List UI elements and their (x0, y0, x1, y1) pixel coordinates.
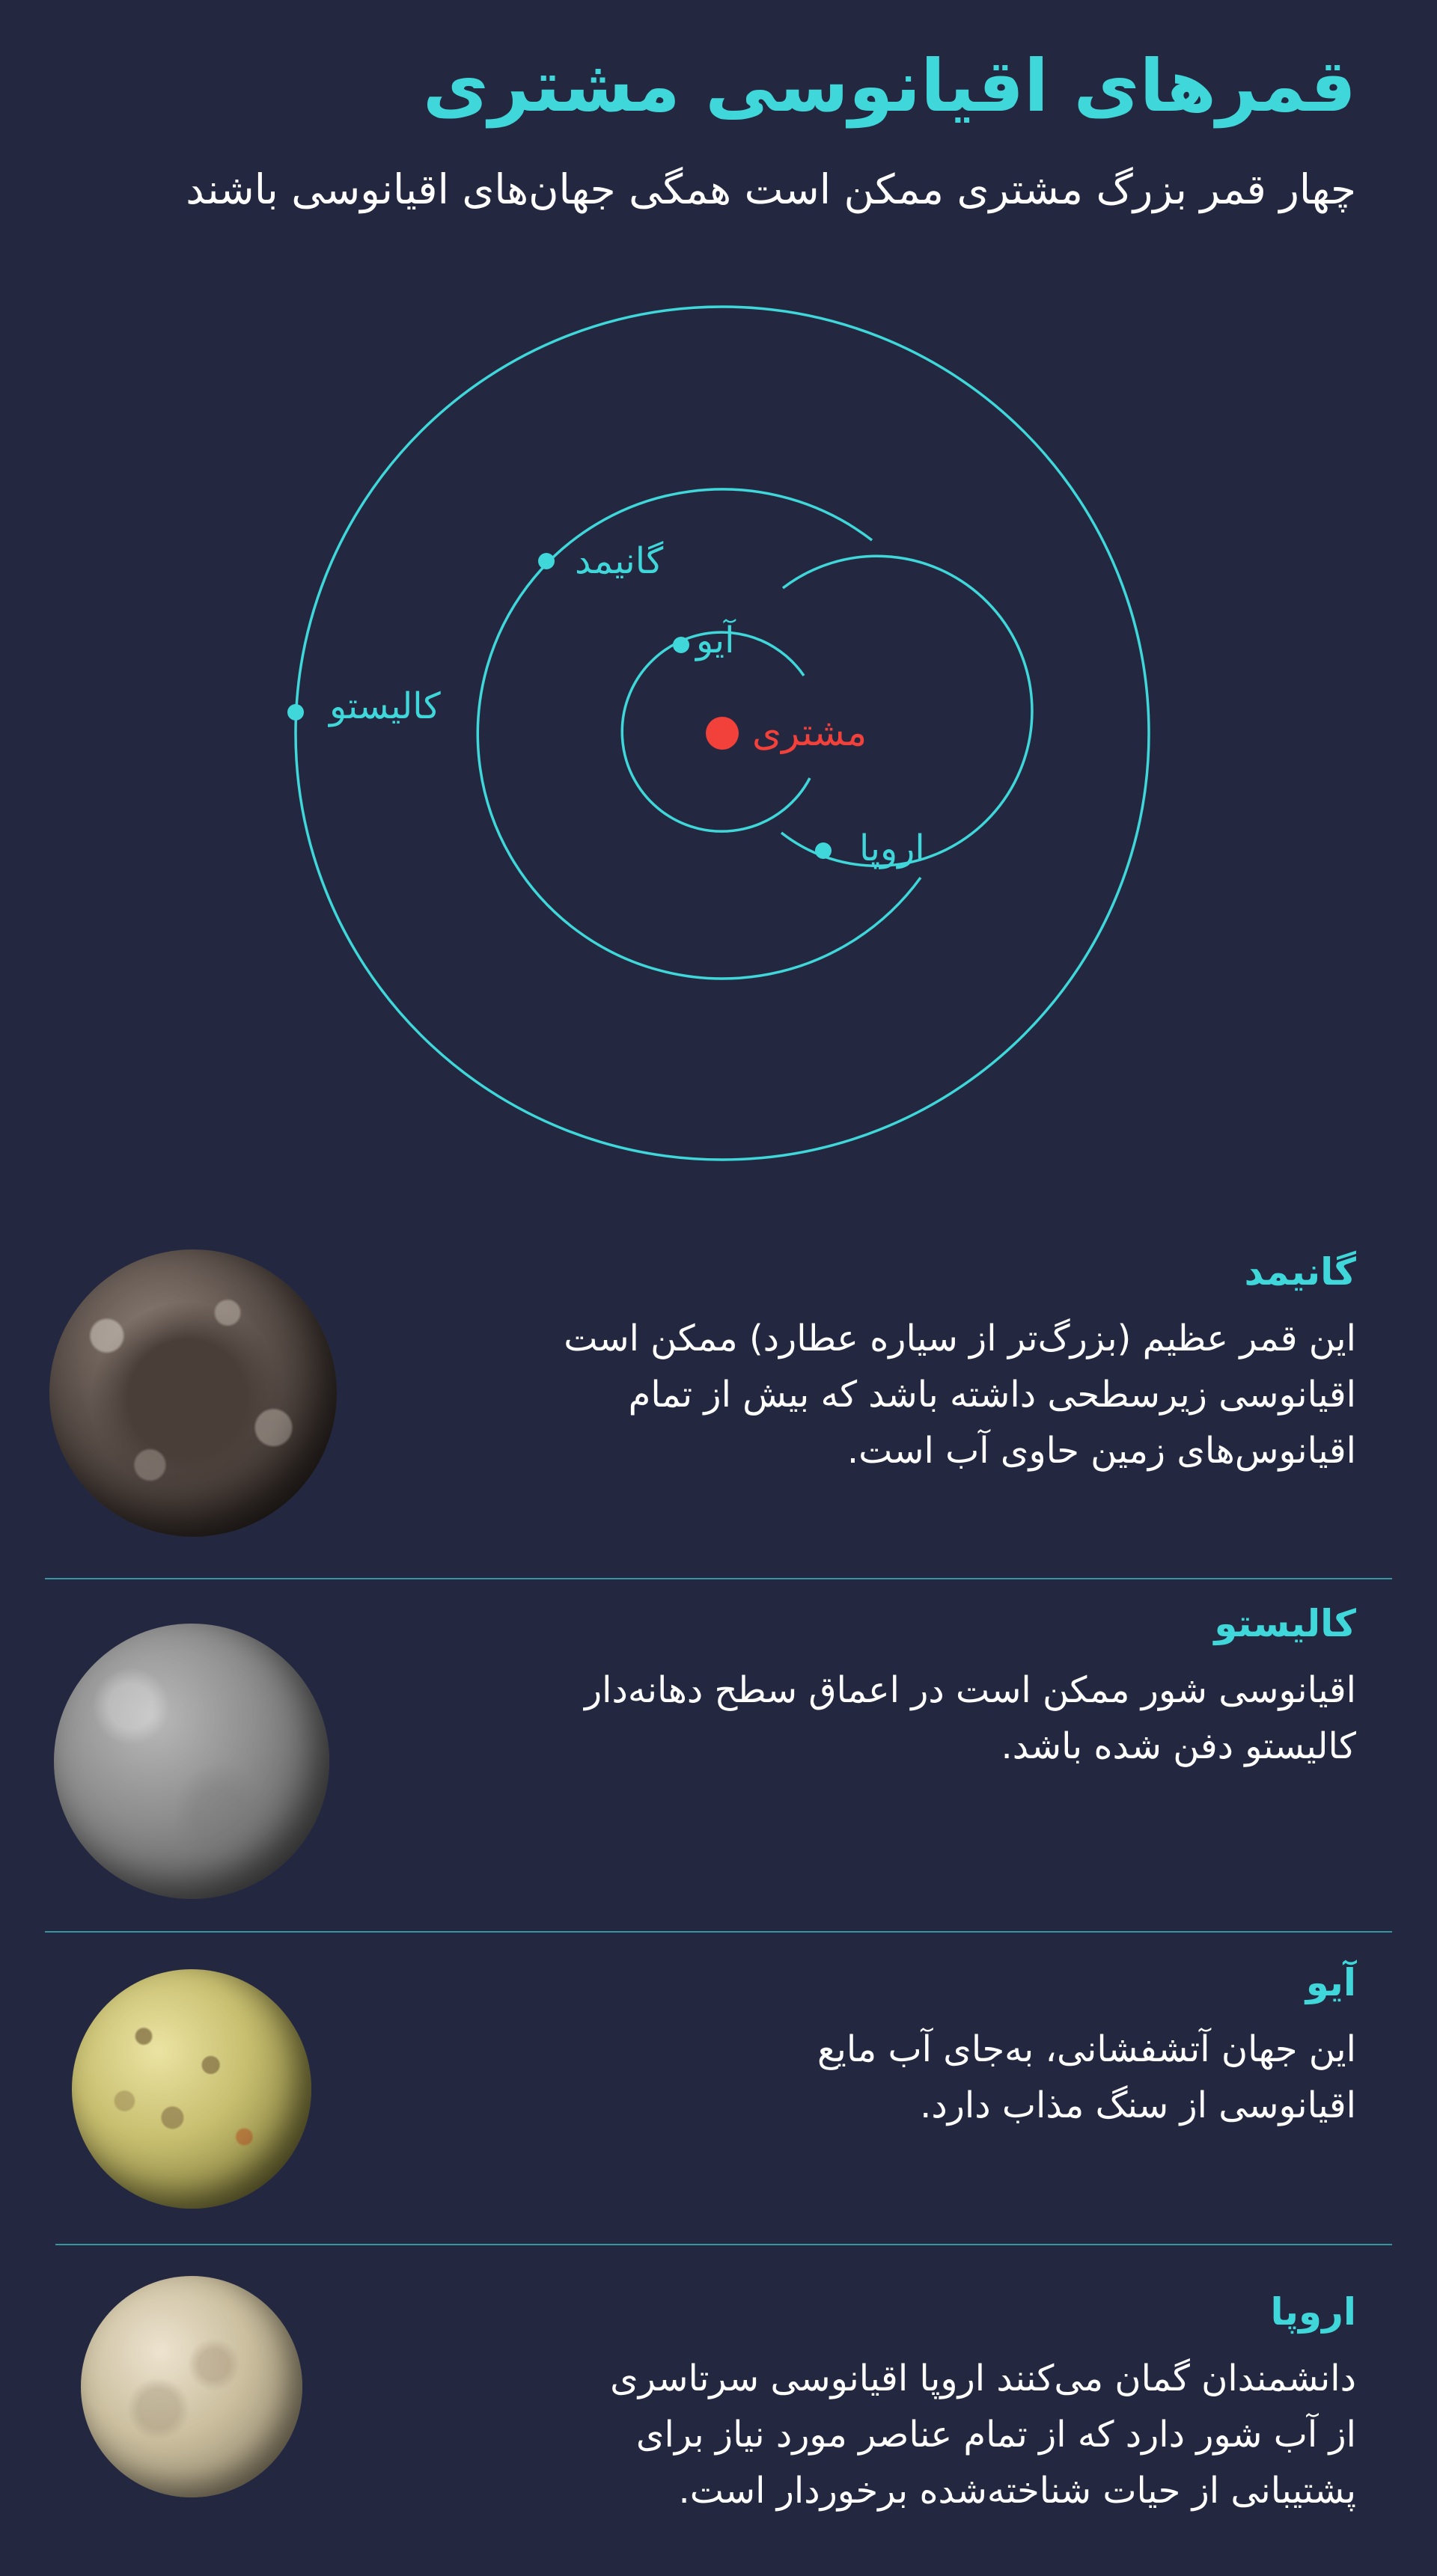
description-line: دانشمندان گمان می‌کنند اروپا اقیانوسی سرتاسری (610, 2358, 1356, 2399)
europa-globe (81, 2276, 302, 2497)
orbit-diagram (0, 0, 1437, 1197)
callisto-globe (54, 1624, 329, 1899)
section-divider (45, 1931, 1392, 1933)
description-line: پشتیبانی از حیات شناخته‌شده برخوردار است. (678, 2470, 1356, 2512)
io-globe (72, 1969, 311, 2209)
description-line: اقیانوسی شور ممکن است در اعماق سطح دهانه‌دار (585, 1669, 1356, 1711)
jupiter-dot (706, 717, 739, 750)
europa-dot (815, 842, 832, 859)
callisto-dot (287, 704, 304, 721)
jupiter-label: مشتری (752, 711, 867, 754)
moon-description (533, 1311, 1356, 1479)
moon-card-ganymede (45, 1242, 1392, 1556)
ganymede-globe (49, 1249, 337, 1537)
description-line: این قمر عظیم (بزرگ‌تر از سیاره عطارد) ممکن است (564, 1318, 1356, 1359)
io-label: آیو (696, 619, 735, 661)
page-subtitle: چهار قمر بزرگ مشتری ممکن است همگی جهان‌های اقیانوسی باشند (186, 165, 1356, 213)
moon-card-io (45, 1953, 1392, 2222)
moon-description (533, 2022, 1356, 2134)
moon-card-callisto (45, 1602, 1392, 1923)
moon-name: گانیمد (1244, 1250, 1356, 1294)
moon-description (533, 1662, 1356, 1775)
europa-label: اروپا (859, 827, 925, 869)
description-line: از آب شور دارد که از تمام عناصر مورد نیاز برای (635, 2414, 1356, 2456)
description-line: اقیانوس‌های زمین حاوی آب است. (846, 1430, 1356, 1472)
ganymede-label: گانیمد (575, 540, 664, 582)
section-divider (55, 2244, 1392, 2245)
moon-name: آیو (1305, 1961, 1356, 2004)
description-line: این جهان آتشفشانی، به‌جای آب مایع (817, 2028, 1356, 2070)
moon-text-callisto (533, 1601, 1356, 1775)
moon-text-io (533, 1960, 1356, 2134)
moon-description (533, 2351, 1356, 2519)
description-line: کالیستو دفن شده باشد. (1001, 1725, 1356, 1767)
description-line: اقیانوسی زیرسطحی داشته باشد که بیش از تمام (628, 1374, 1356, 1416)
moon-text-ganymede (533, 1249, 1356, 1479)
section-divider (45, 1578, 1392, 1579)
io-dot (673, 637, 689, 653)
page-title: قمرهای اقیانوسی مشتری (422, 44, 1356, 128)
moon-text-europa (533, 2289, 1356, 2519)
callisto-label: کالیستو (329, 685, 441, 727)
moon-name: اروپا (1270, 2290, 1356, 2334)
moon-name: کالیستو (1214, 1602, 1356, 1645)
description-line: اقیانوسی از سنگ مذاب دارد. (920, 2084, 1356, 2126)
ganymede-dot (538, 553, 555, 569)
moon-card-europa (45, 2267, 1392, 2574)
